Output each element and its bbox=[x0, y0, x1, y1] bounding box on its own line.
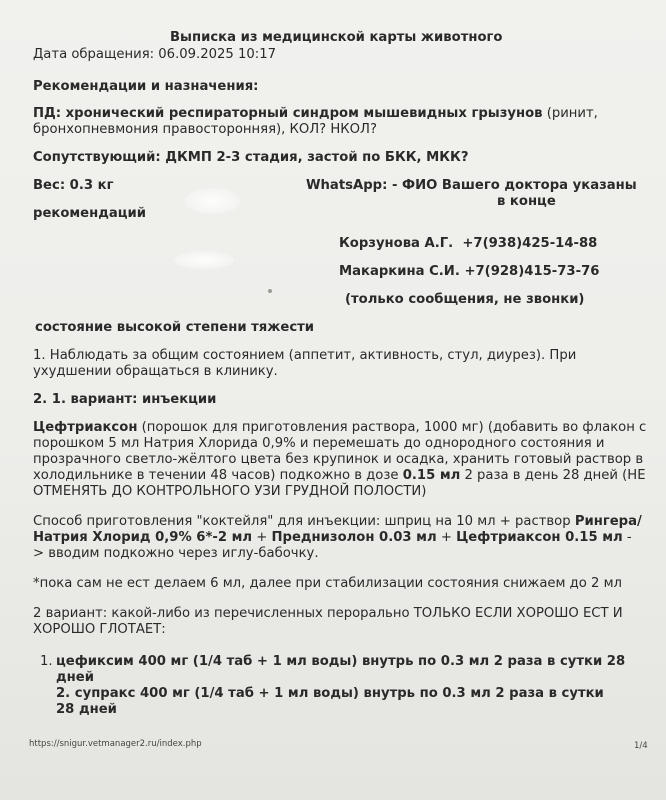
recommendations-label: рекомендаций bbox=[33, 206, 147, 221]
cocktail-ringer: Рингера/ bbox=[574, 514, 642, 529]
cocktail-plus-2: + bbox=[436, 530, 457, 545]
ceftriaxone-line-3: прозрачного светло-жёлтого цвета без крупинок и осадка, хранить готовый раствор в bbox=[33, 452, 644, 467]
diagnosis-text: ПД: хронический респираторный синдром мышевидных грызунов bbox=[33, 106, 543, 121]
ceftriaxone-dose-post: 2 раза в день 28 дней (НЕ bbox=[460, 468, 646, 483]
observation-item-line-1: 1. Наблюдать за общим состоянием (аппетит, активность, стул, диурез). При bbox=[33, 348, 577, 363]
visit-date: Дата обращения: 06.09.2025 10:17 bbox=[33, 47, 276, 62]
diagnosis-line-1 bbox=[33, 106, 598, 122]
diagnosis-extra: (ринит, bbox=[542, 106, 598, 121]
whatsapp-line-2: в конце bbox=[497, 194, 556, 209]
weight: Вес: 0.3 кг bbox=[33, 178, 114, 193]
ceftriaxone-name: Цефтриаксон bbox=[33, 420, 138, 435]
diagnosis-line-2: бронхопневмония правосторонняя), КОЛ? НКОЛ? bbox=[33, 122, 377, 137]
med-1-line-2: дней bbox=[56, 670, 94, 685]
contact-1-name: Корзунова А.Г. bbox=[339, 236, 454, 251]
med-2-line-1 bbox=[56, 686, 604, 702]
cocktail-plus-1: + bbox=[252, 530, 272, 545]
cocktail-intro: Способ приготовления "коктейля" для инъекции: шприц на 10 мл + раствор bbox=[33, 514, 575, 529]
ceftriaxone-dose-pre: холодильнике в течении 48 часов) подкожно в дозе bbox=[33, 468, 403, 483]
recommendations-header: Рекомендации и назначения: bbox=[33, 79, 259, 94]
concomitant-diagnosis: Сопутствующий: ДКМП 2-3 стадия, застой по БКК, МКК? bbox=[33, 150, 469, 165]
variant-2-line-2: ХОРОШО ГЛОТАЕТ: bbox=[33, 622, 166, 637]
contact-2-name: Макаркина С.И. bbox=[339, 264, 460, 279]
ceftriaxone-desc: (порошок для приготовления раствора, 1000 мг) (добавить во флакон с bbox=[137, 420, 647, 435]
paper-smudge bbox=[174, 251, 234, 269]
med-2-line-2: 28 дней bbox=[56, 702, 117, 717]
cocktail-dash: - bbox=[622, 530, 632, 545]
ceftriaxone-line-4 bbox=[33, 468, 646, 484]
page-number: 1/4 bbox=[634, 741, 648, 751]
variant-2-line-1: 2 вариант: какой-либо из перечисленных перорально ТОЛЬКО ЕСЛИ ХОРОШО ЕСТ И bbox=[33, 606, 623, 621]
med-2-text: супракс 400 мг (1/4 таб + 1 мл воды) внутрь по 0.3 мл 2 раза в сутки bbox=[74, 686, 604, 701]
observation-item-line-2: ухудшении обращаться в клинику. bbox=[33, 364, 278, 379]
cocktail-line-3: > вводим подкожно через иглу-бабочку. bbox=[33, 546, 319, 561]
condition-severity: состояние высокой степени тяжести bbox=[35, 320, 315, 335]
cocktail-prednisolone: Преднизолон 0.03 мл bbox=[271, 530, 437, 545]
document-title: Выписка из медицинской карты животного bbox=[170, 30, 503, 45]
ceftriaxone-line-2: порошком 5 мл Натрия Хлорида 0,9% и перемешать до однородного состояния и bbox=[33, 436, 605, 451]
contact-1 bbox=[339, 236, 597, 252]
contacts-note: (только сообщения, не звонки) bbox=[345, 292, 585, 307]
med-1-number: 1. bbox=[40, 654, 53, 669]
paper-speck bbox=[268, 289, 272, 293]
contact-2 bbox=[339, 264, 599, 280]
ceftriaxone-dose: 0.15 мл bbox=[402, 468, 461, 483]
footer-url: https://snigur.vetmanager2.ru/index.php bbox=[29, 739, 202, 749]
med-1-line-1: цефиксим 400 мг (1/4 таб + 1 мл воды) внутрь по 0.3 мл 2 раза в сутки 28 bbox=[56, 654, 626, 669]
variant-1-header: 2. 1. вариант: инъекции bbox=[33, 392, 217, 407]
ceftriaxone-line-5: ОТМЕНЯТЬ ДО КОНТРОЛЬНОГО УЗИ ГРУДНОЙ ПОЛОСТИ) bbox=[33, 484, 427, 499]
contact-1-phone: +7(938)425-14-88 bbox=[462, 236, 598, 251]
cocktail-line-1 bbox=[33, 514, 642, 530]
ceftriaxone-line-1 bbox=[33, 420, 646, 436]
contact-2-phone: +7(928)415-73-76 bbox=[464, 264, 600, 279]
cocktail-line-2 bbox=[33, 530, 632, 546]
med-2-number: 2. bbox=[56, 686, 71, 701]
dosage-note: *пока сам не ест делаем 6 мл, далее при стабилизации состояния снижаем до 2 мл bbox=[33, 576, 622, 591]
paper-smudge bbox=[185, 188, 240, 214]
whatsapp-line-1: WhatsApp: - ФИО Вашего доктора указаны bbox=[306, 178, 637, 193]
cocktail-ceftriaxone: Цефтриаксон 0.15 мл bbox=[456, 530, 623, 545]
cocktail-nacl: Натрия Хлорид 0,9% 6*-2 мл bbox=[33, 530, 253, 545]
